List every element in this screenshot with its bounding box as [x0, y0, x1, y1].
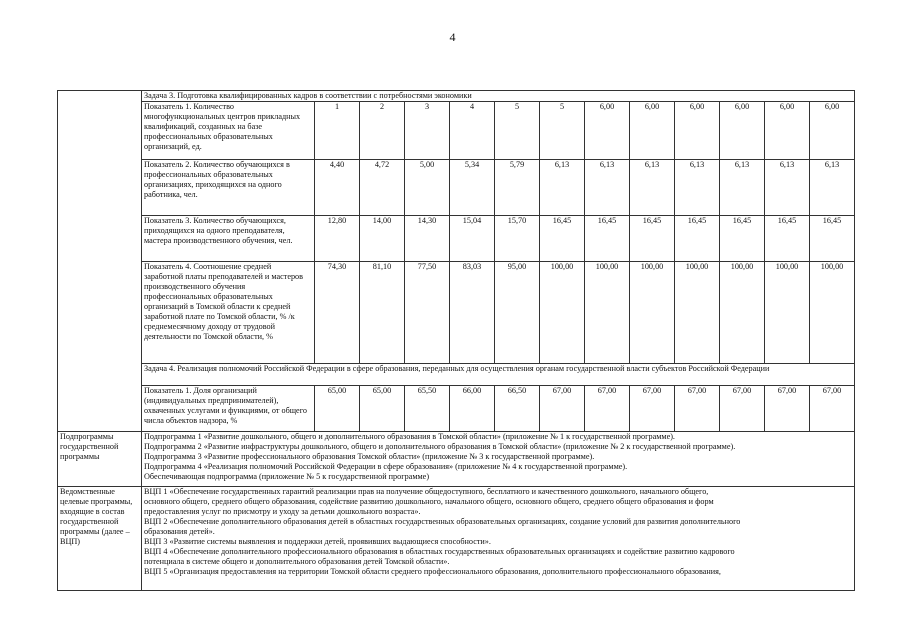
value-cell: 6,13 — [540, 160, 585, 216]
table-row — [58, 160, 855, 216]
table-row — [58, 386, 855, 432]
value-cell: 6,13 — [810, 160, 855, 216]
value-cell: 81,10 — [360, 262, 405, 364]
value-cell: 6,13 — [630, 160, 675, 216]
vcp-row — [58, 487, 855, 591]
value-cell: 16,45 — [540, 216, 585, 262]
value-cell: 15,04 — [450, 216, 495, 262]
value-cell: 6,13 — [675, 160, 720, 216]
value-cell: 83,03 — [450, 262, 495, 364]
value-cell: 67,00 — [630, 386, 675, 432]
page-number: 4 — [449, 30, 456, 44]
value-cell: 100,00 — [720, 262, 765, 364]
value-cell: 67,00 — [675, 386, 720, 432]
value-cell: 12,80 — [315, 216, 360, 262]
indicator-label: Показатель 4. Соотношение средней заработной платы преподавателей и мастеров производственного обучения профессиональных образовательных организаций в Томской области к средней заработной плате по Томской области, % /к среднемесячному доходу от трудовой деятельности по Томской области, % — [142, 262, 315, 364]
value-cell: 2 — [360, 102, 405, 160]
value-cell: 16,45 — [630, 216, 675, 262]
value-cell: 5,34 — [450, 160, 495, 216]
vcp-list — [142, 487, 855, 591]
value-cell: 4,40 — [315, 160, 360, 216]
value-cell: 1 — [315, 102, 360, 160]
value-cell: 6,00 — [630, 102, 675, 160]
value-cell: 5 — [495, 102, 540, 160]
list-item: ВЦП 3 «Развитие системы выявления и поддержки детей, проявивших выдающиеся способности». — [144, 537, 491, 546]
list-item: образования детей». — [144, 527, 215, 536]
value-cell: 65,50 — [405, 386, 450, 432]
value-cell: 4,72 — [360, 160, 405, 216]
value-cell: 6,13 — [585, 160, 630, 216]
value-cell: 6,13 — [720, 160, 765, 216]
indicator-label: Показатель 3. Количество обучающихся, приходящихся на одного преподавателя, мастера производственного обучения, чел. — [142, 216, 315, 262]
task-row — [58, 364, 855, 386]
subprograms-list — [142, 432, 855, 487]
value-cell: 100,00 — [585, 262, 630, 364]
value-cell: 5 — [540, 102, 585, 160]
list-item: Обеспечивающая подпрограмма (приложение № 5 к государственной программе) — [144, 472, 430, 481]
table-row — [58, 262, 855, 364]
indicator-label: Показатель 1. Доля организаций (индивидуальных предпринимателей), охваченных услугами и функциями, от общего числа объектов надзора, % — [142, 386, 315, 432]
value-cell: 67,00 — [720, 386, 765, 432]
list-item: предоставления услуг по присмотру и уходу за детьми дошкольного возраста». — [144, 507, 421, 516]
program-table — [57, 90, 855, 591]
value-cell: 66,00 — [450, 386, 495, 432]
value-cell: 6,00 — [720, 102, 765, 160]
value-cell: 14,00 — [360, 216, 405, 262]
value-cell: 67,00 — [810, 386, 855, 432]
value-cell: 67,00 — [585, 386, 630, 432]
value-cell: 100,00 — [540, 262, 585, 364]
value-cell: 100,00 — [765, 262, 810, 364]
value-cell: 95,00 — [495, 262, 540, 364]
list-item: ВЦП 2 «Обеспечение дополнительного образования детей в областных государственных образовательных организациях, создание условий для развития дополнительного — [144, 517, 741, 526]
value-cell: 65,00 — [315, 386, 360, 432]
list-item: Подпрограмма 2 «Развитие инфраструктуры дошкольного, общего и дополнительного образования в Томской области» (приложение № 2 к государственной программе). — [144, 442, 736, 451]
list-item: потенциала в системе общего и дополнительного образования детей Томской области». — [144, 557, 450, 566]
list-item: Подпрограмма 4 «Реализация полномочий Российской Федерации в сфере образования» (приложение № 4 к государственной программе). — [144, 462, 628, 471]
value-cell: 6,13 — [765, 160, 810, 216]
value-cell: 66,50 — [495, 386, 540, 432]
value-cell: 5,79 — [495, 160, 540, 216]
list-item: Подпрограмма 3 «Развитие профессионального образования Томской области» (приложение № 3 к государственной программе). — [144, 452, 595, 461]
task-row — [58, 91, 855, 102]
list-item: ВЦП 1 «Обеспечение государственных гарантий реализации прав на получение общедоступного, бесплатного и качественного дошкольного, начального общего, — [144, 487, 709, 496]
value-cell: 16,45 — [810, 216, 855, 262]
list-item: ВЦП 4 «Обеспечение дополнительного профессионального образования в областных государственных образовательных организациях и содействие развитию кадрового — [144, 547, 735, 556]
value-cell: 6,00 — [675, 102, 720, 160]
task-3-heading: Задача 3. Подготовка квалифицированных кадров в соответствии с потребностями экономики — [142, 91, 855, 102]
subprograms-header: Подпрограммы государственной программы — [58, 432, 142, 487]
list-item: Подпрограмма 1 «Развитие дошкольного, общего и дополнительного образования в Томской области» (приложение № 1 к государственной программе). — [144, 432, 675, 441]
value-cell: 16,45 — [585, 216, 630, 262]
indicator-label: Показатель 2. Количество обучающихся в профессиональных образовательных организациях, приходящихся на одного работника, чел. — [142, 160, 315, 216]
value-cell: 100,00 — [630, 262, 675, 364]
list-item: основного общего, среднего общего образования, содействие развитию дошкольного, начального общего, основного общего, среднего общего образования и форм — [144, 497, 714, 506]
value-cell: 77,50 — [405, 262, 450, 364]
value-cell: 16,45 — [675, 216, 720, 262]
table-row — [58, 216, 855, 262]
value-cell: 14,30 — [405, 216, 450, 262]
value-cell: 15,70 — [495, 216, 540, 262]
value-cell: 5,00 — [405, 160, 450, 216]
value-cell: 16,45 — [765, 216, 810, 262]
value-cell: 67,00 — [540, 386, 585, 432]
value-cell: 4 — [450, 102, 495, 160]
vcp-header: Ведомственные целевые программы, входящие в состав государственной программы (далее – ВЦП) — [58, 487, 142, 591]
list-item: ВЦП 5 «Организация предоставления на территории Томской области среднего профессионального образования, дополнительного профессионального образования, — [144, 567, 721, 576]
value-cell: 65,00 — [360, 386, 405, 432]
empty-left-cell — [58, 91, 142, 432]
value-cell: 6,00 — [810, 102, 855, 160]
value-cell: 100,00 — [810, 262, 855, 364]
value-cell: 67,00 — [765, 386, 810, 432]
value-cell: 16,45 — [720, 216, 765, 262]
value-cell: 100,00 — [675, 262, 720, 364]
value-cell: 3 — [405, 102, 450, 160]
value-cell: 74,30 — [315, 262, 360, 364]
value-cell: 6,00 — [765, 102, 810, 160]
subprograms-row — [58, 432, 855, 487]
value-cell: 6,00 — [585, 102, 630, 160]
task-4-heading: Задача 4. Реализация полномочий Российской Федерации в сфере образования, переданных для осуществления органам государственной власти субъектов Российской Федерации — [142, 364, 855, 386]
table-row — [58, 102, 855, 160]
indicator-label: Показатель 1. Количество многофункциональных центров прикладных квалификаций, созданных на базе профессиональных образовательных организаций, ед. — [142, 102, 315, 160]
